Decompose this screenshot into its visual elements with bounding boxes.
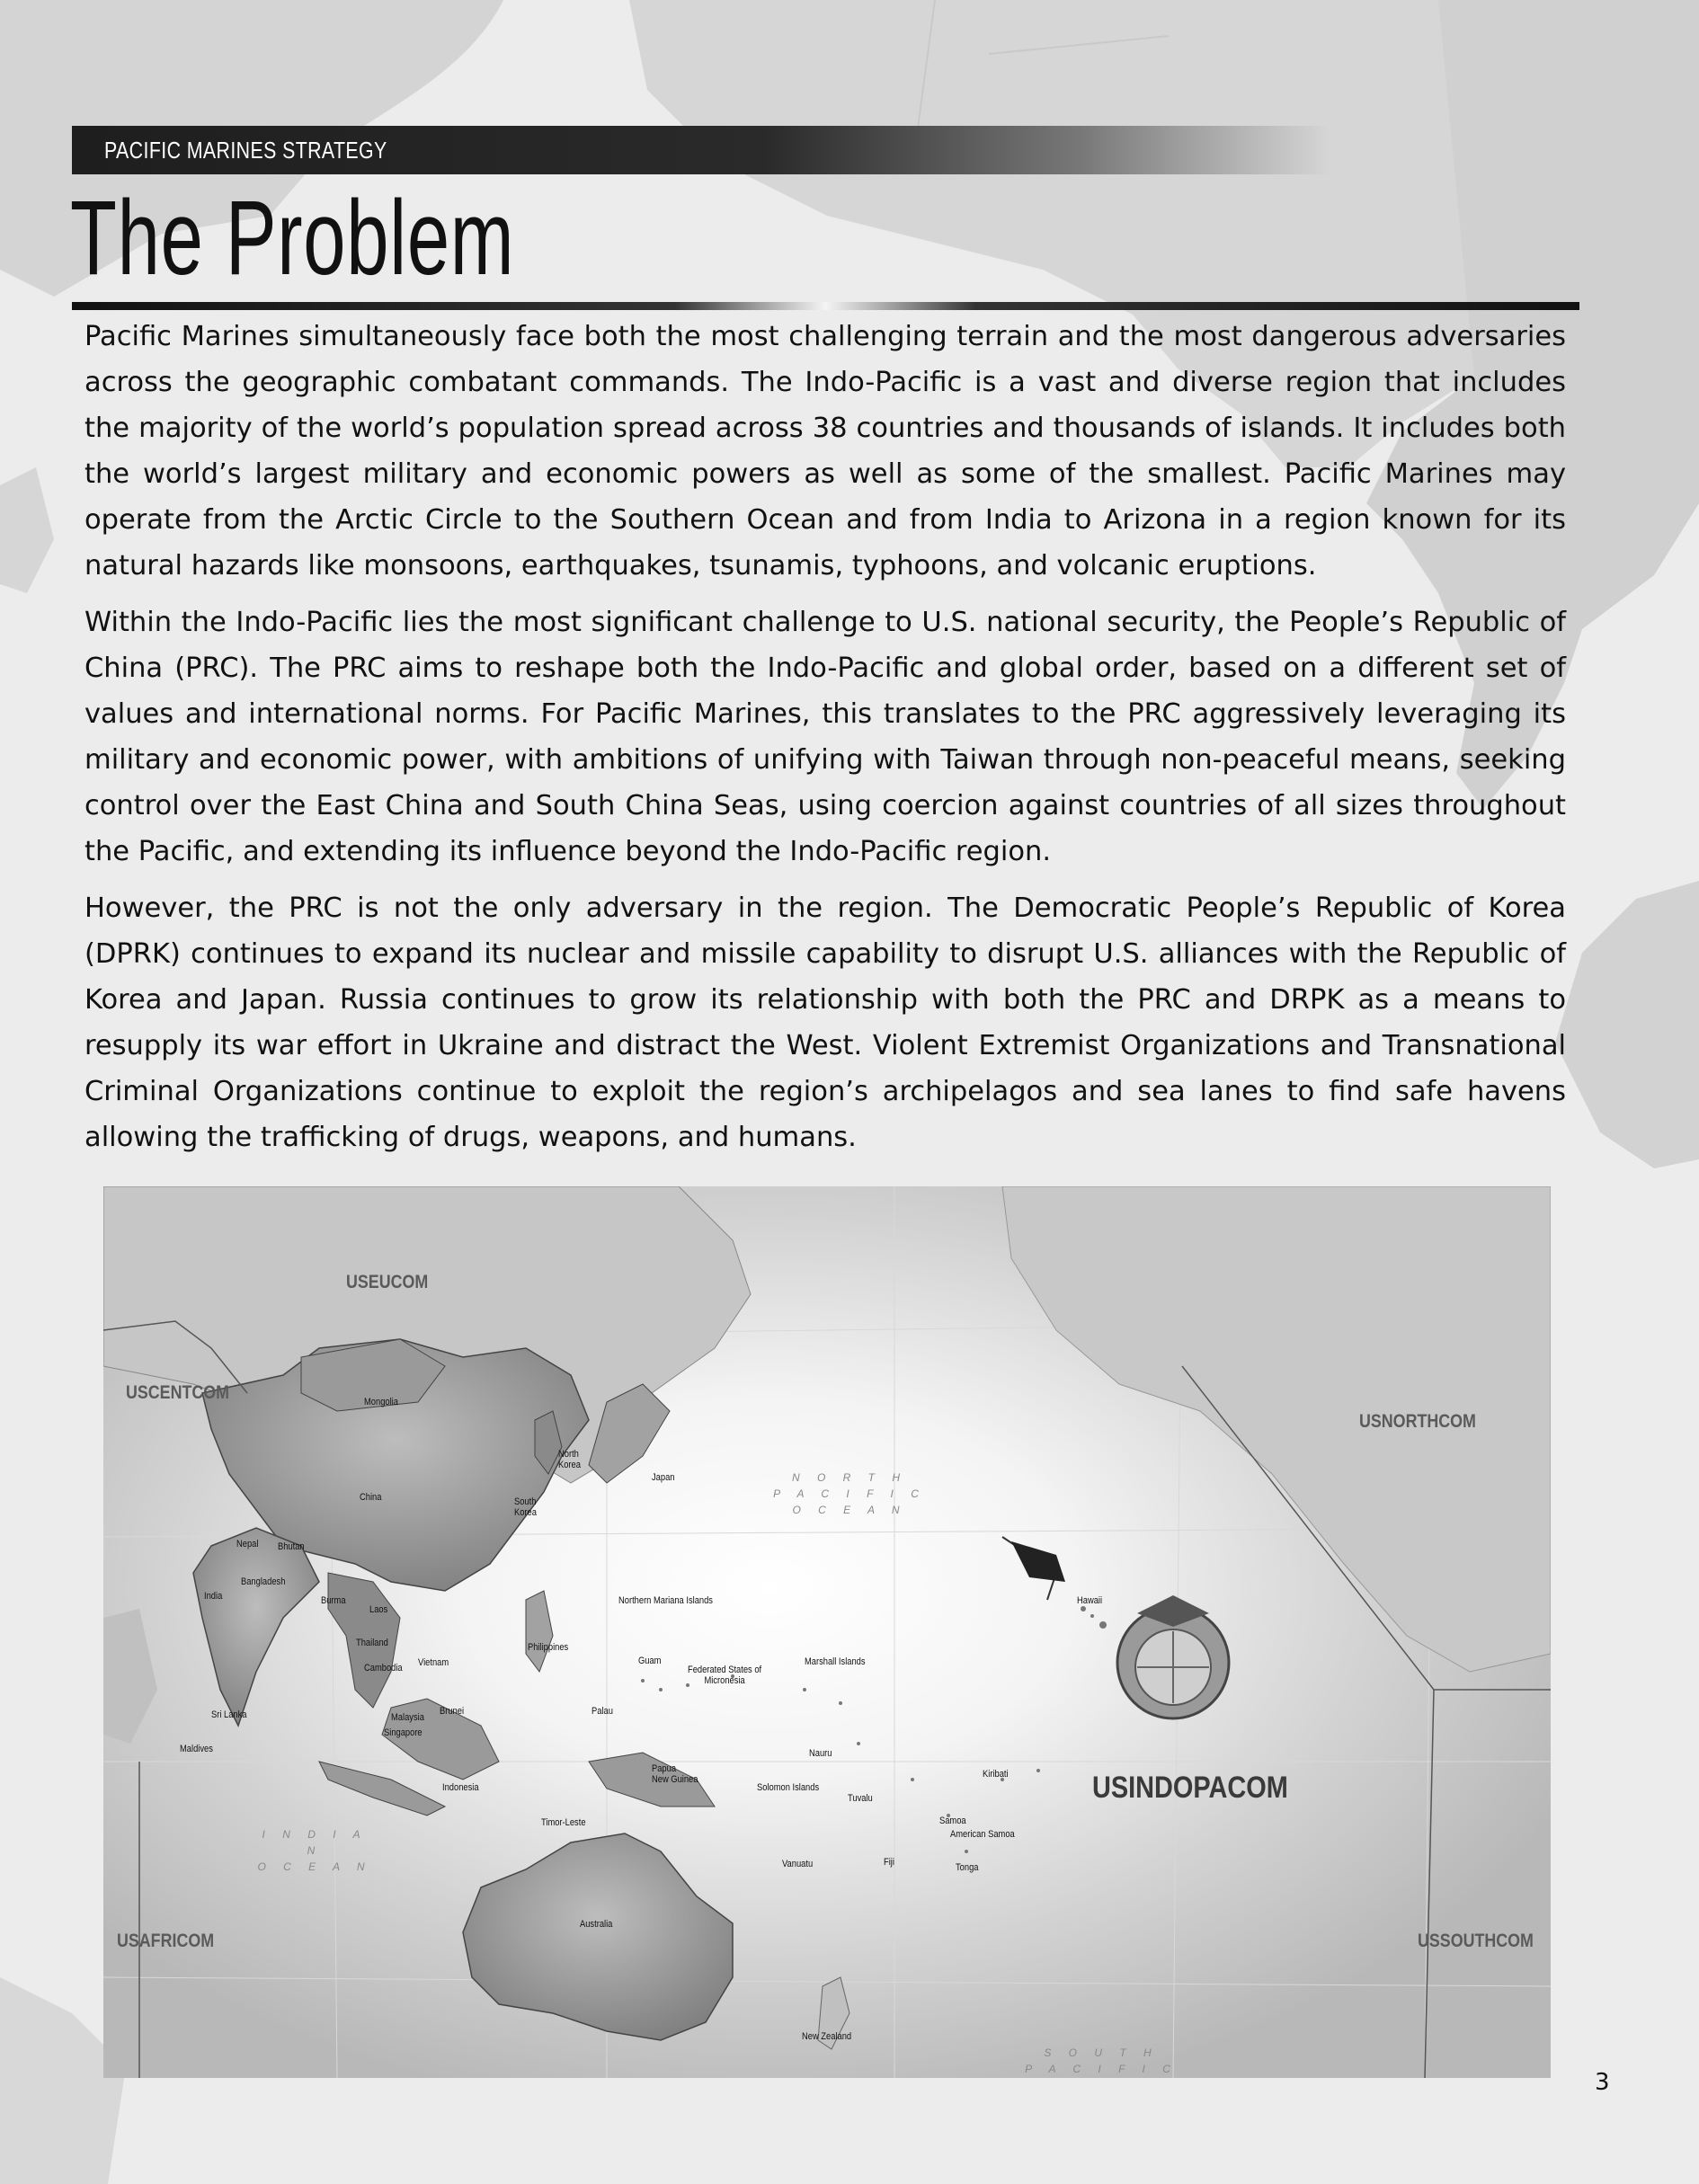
- label-brunei: Brunei: [440, 1706, 465, 1717]
- label-north-korea: North Korea: [558, 1449, 581, 1470]
- label-cambodia: Cambodia: [364, 1663, 403, 1674]
- label-nauru: Nauru: [809, 1748, 832, 1759]
- label-mongolia: Mongolia: [364, 1397, 398, 1407]
- paragraph: Pacific Marines simultaneously face both the most challenging terrain and the most dangerous adversaries across the geographic combatant commands. The Indo-Pacific is a vast and diverse region that includes the majority of the world’s population spread across 38 countries and thousands of islands. It includes both the world’s largest military and economic powers as well as some of the smallest. Pacific Marines may operate from the Arctic Circle to the Southern Ocean and from India to Arizona in a region known for its natural hazards like monsoons, earthquakes, tsunamis, typhoons, and volcanic eruptions.: [85, 321, 1566, 582]
- label-south-korea: South Korea: [514, 1496, 537, 1518]
- label-vanuatu: Vanuatu: [782, 1859, 814, 1869]
- label-usnorthcom: USNORTHCOM: [1359, 1411, 1476, 1432]
- label-india: India: [204, 1591, 223, 1602]
- section-header-bar: [72, 126, 1330, 174]
- label-north-pacific-ocean: N O R T H P A C I F I C O C E A N: [773, 1471, 926, 1516]
- page-number: 3: [1595, 2069, 1610, 2096]
- paragraph: However, the PRC is not the only adversary in the region. The Democratic People’s Republic of Korea (DPRK) continues to expand its nuclear and missile capability to disrupt U.S. alliances with the Republic of Korea and Japan. Russia continues to grow its relationship with both the PRC and DRPK as a means to resupply its war effort in Ukraine and distract the West. Violent Extremist Organizations and Transnational Criminal Organizations continue to exploit the region’s archipelagos and sea lanes to find safe havens allowing the trafficking of drugs, weapons, and humans.: [85, 892, 1566, 1153]
- label-burma: Burma: [321, 1595, 346, 1606]
- label-vietnam: Vietnam: [418, 1657, 449, 1668]
- label-indonesia: Indonesia: [442, 1782, 479, 1793]
- label-hawaii: Hawaii: [1077, 1595, 1103, 1606]
- label-indian-ocean: I N D I A N O C E A N: [257, 1828, 372, 1873]
- label-bhutan: Bhutan: [278, 1541, 305, 1552]
- section-label: PACIFIC MARINES STRATEGY: [104, 137, 387, 164]
- label-malaysia: Malaysia: [391, 1712, 424, 1723]
- label-maldives: Maldives: [180, 1744, 213, 1754]
- label-useucom: USEUCOM: [346, 1272, 429, 1292]
- label-japan: Japan: [652, 1472, 675, 1483]
- label-ussouthcom: USSOUTHCOM: [1418, 1931, 1534, 1951]
- label-tuvalu: Tuvalu: [848, 1793, 873, 1804]
- label-solomon-islands: Solomon Islands: [757, 1782, 820, 1793]
- label-australia: Australia: [580, 1919, 613, 1930]
- label-timor-leste: Timor-Leste: [541, 1817, 586, 1828]
- body-text: [85, 314, 1566, 1171]
- label-northern-mariana-islands: Northern Mariana Islands: [618, 1595, 713, 1606]
- label-marshall-islands: Marshall Islands: [805, 1656, 866, 1667]
- paragraph: Within the Indo-Pacific lies the most significant challenge to U.S. national security, the People’s Republic of China (PRC). The PRC aims to reshape both the Indo-Pacific and global order, based on a different set of values and international norms. For Pacific Marines, this translates to the PRC aggressively leveraging its military and economic power, with ambitions of unifying with Taiwan through non-peaceful means, seeking control over the East China and South China Seas, using coercion against countries of all sizes throughout the Pacific, and extending its influence beyond the Indo-Pacific region.: [85, 607, 1566, 867]
- label-usafricom: USAFRICOM: [117, 1931, 215, 1951]
- label-uscentcom: USCENTCOM: [126, 1382, 230, 1403]
- indo-pacific-map: [103, 1186, 1551, 2078]
- label-palau: Palau: [592, 1706, 613, 1717]
- label-philippines: Philippines: [528, 1642, 569, 1653]
- label-singapore: Singapore: [384, 1727, 423, 1738]
- label-fiji: Fiji: [884, 1857, 894, 1868]
- label-tonga: Tonga: [956, 1862, 979, 1873]
- map-graphic: [103, 1186, 1551, 2078]
- label-micronesia: Federated States of Micronesia: [688, 1665, 762, 1686]
- label-samoa: Samoa: [939, 1816, 966, 1826]
- label-china: China: [360, 1492, 382, 1503]
- label-guam: Guam: [638, 1656, 662, 1666]
- label-bangladesh: Bangladesh: [241, 1576, 286, 1587]
- label-papua-new-guinea: Papua New Guinea: [652, 1763, 698, 1785]
- title-divider: [72, 302, 1579, 310]
- label-laos: Laos: [369, 1604, 388, 1615]
- label-kiribati: Kiribati: [983, 1769, 1009, 1780]
- label-nepal: Nepal: [236, 1539, 259, 1549]
- label-sri-lanka: Sri Lanka: [211, 1709, 247, 1720]
- label-usindopacom: USINDOPACOM: [1092, 1771, 1288, 1805]
- label-new-zealand: New Zealand: [802, 2031, 852, 2042]
- label-american-samoa: American Samoa: [950, 1829, 1015, 1840]
- label-south-pacific: S O U T H P A C I F I C: [1025, 2046, 1178, 2075]
- page-title: The Problem: [70, 179, 515, 297]
- label-thailand: Thailand: [356, 1638, 388, 1648]
